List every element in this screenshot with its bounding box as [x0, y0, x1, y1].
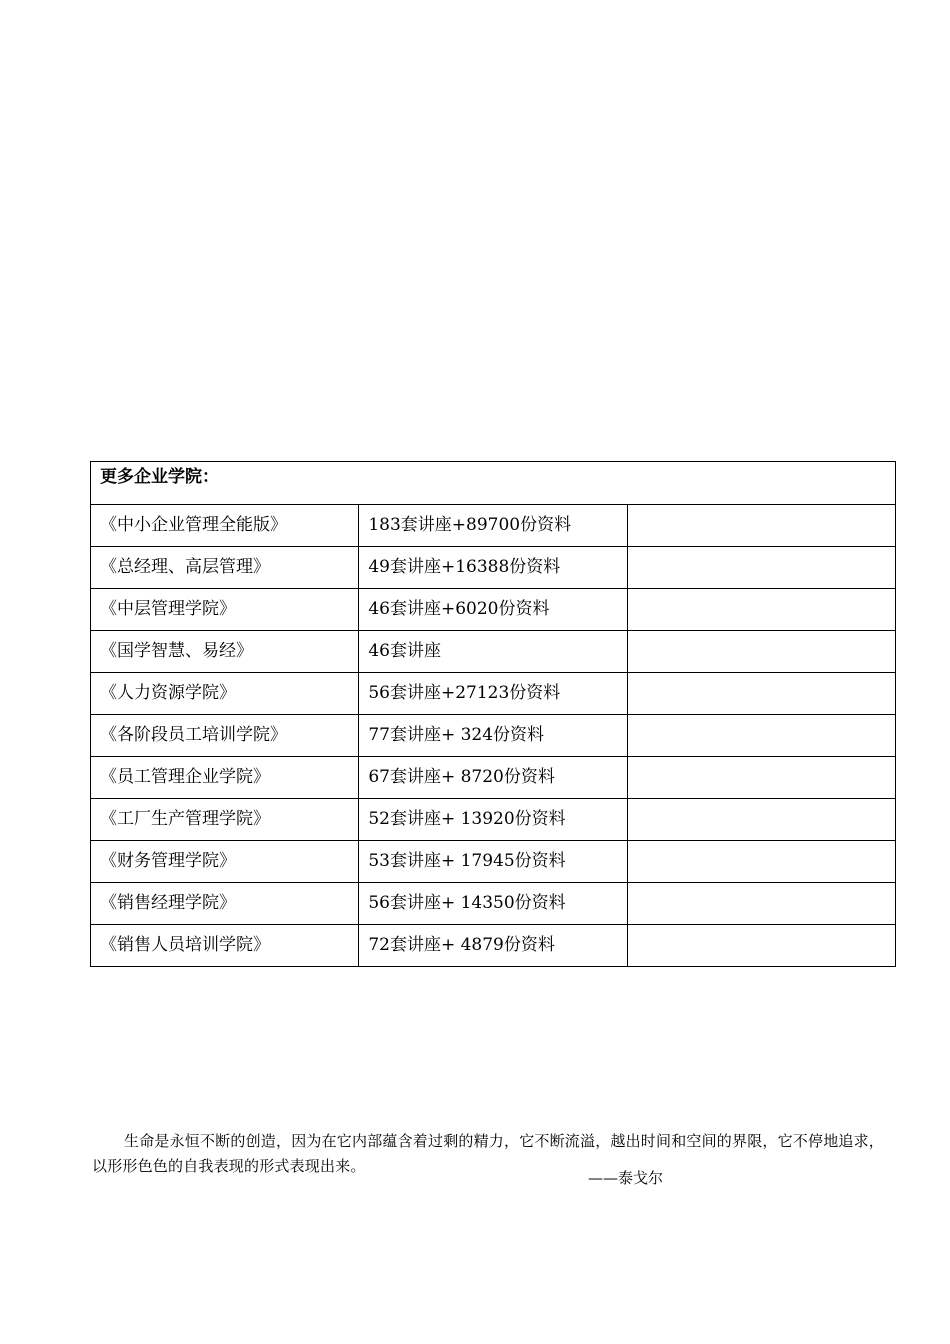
empty-cell [627, 673, 895, 715]
table-row [91, 589, 896, 631]
empty-cell [627, 505, 895, 547]
course-name: 《中层管理学院》 [91, 589, 359, 631]
course-desc: 49套讲座+16388份资料 [359, 547, 627, 589]
course-desc: 56套讲座+ 14350份资料 [359, 883, 627, 925]
table-row [91, 547, 896, 589]
empty-cell [627, 631, 895, 673]
table-row [91, 757, 896, 799]
course-desc: 53套讲座+ 17945份资料 [359, 841, 627, 883]
table-row [91, 715, 896, 757]
table-header: 更多企业学院： [91, 462, 896, 505]
empty-cell [627, 757, 895, 799]
course-name: 《销售人员培训学院》 [91, 925, 359, 967]
course-name: 《员工管理企业学院》 [91, 757, 359, 799]
empty-cell [627, 841, 895, 883]
table-row [91, 883, 896, 925]
course-name: 《销售经理学院》 [91, 883, 359, 925]
course-desc: 46套讲座+6020份资料 [359, 589, 627, 631]
course-desc: 72套讲座+ 4879份资料 [359, 925, 627, 967]
empty-cell [627, 715, 895, 757]
course-name: 《人力资源学院》 [91, 673, 359, 715]
course-desc: 46套讲座 [359, 631, 627, 673]
empty-cell [627, 925, 895, 967]
empty-cell [627, 589, 895, 631]
quote-text: 生命是永恒不断的创造，因为在它内部蕴含着过剩的精力，它不断流溢，越出时间和空间的界限，它不停地追求，以形形色色的自我表现的形式表现出来。 [92, 1132, 885, 1175]
table-row [91, 799, 896, 841]
table-row [91, 841, 896, 883]
table-row [91, 505, 896, 547]
course-table [90, 461, 896, 967]
course-name: 《国学智慧、易经》 [91, 631, 359, 673]
empty-cell [627, 799, 895, 841]
table-row [91, 673, 896, 715]
course-name: 《工厂生产管理学院》 [91, 799, 359, 841]
course-name: 《财务管理学院》 [91, 841, 359, 883]
course-desc: 52套讲座+ 13920份资料 [359, 799, 627, 841]
empty-cell [627, 883, 895, 925]
course-name: 《各阶段员工培训学院》 [91, 715, 359, 757]
course-desc: 183套讲座+89700份资料 [359, 505, 627, 547]
course-desc: 56套讲座+27123份资料 [359, 673, 627, 715]
empty-cell [627, 547, 895, 589]
table-row [91, 925, 896, 967]
course-name: 《中小企业管理全能版》 [91, 505, 359, 547]
table-row [91, 631, 896, 673]
course-desc: 67套讲座+ 8720份资料 [359, 757, 627, 799]
quote-author: ——泰戈尔 [588, 1169, 664, 1187]
course-desc: 77套讲座+ 324份资料 [359, 715, 627, 757]
course-name: 《总经理、高层管理》 [91, 547, 359, 589]
table-header-row [91, 462, 896, 505]
